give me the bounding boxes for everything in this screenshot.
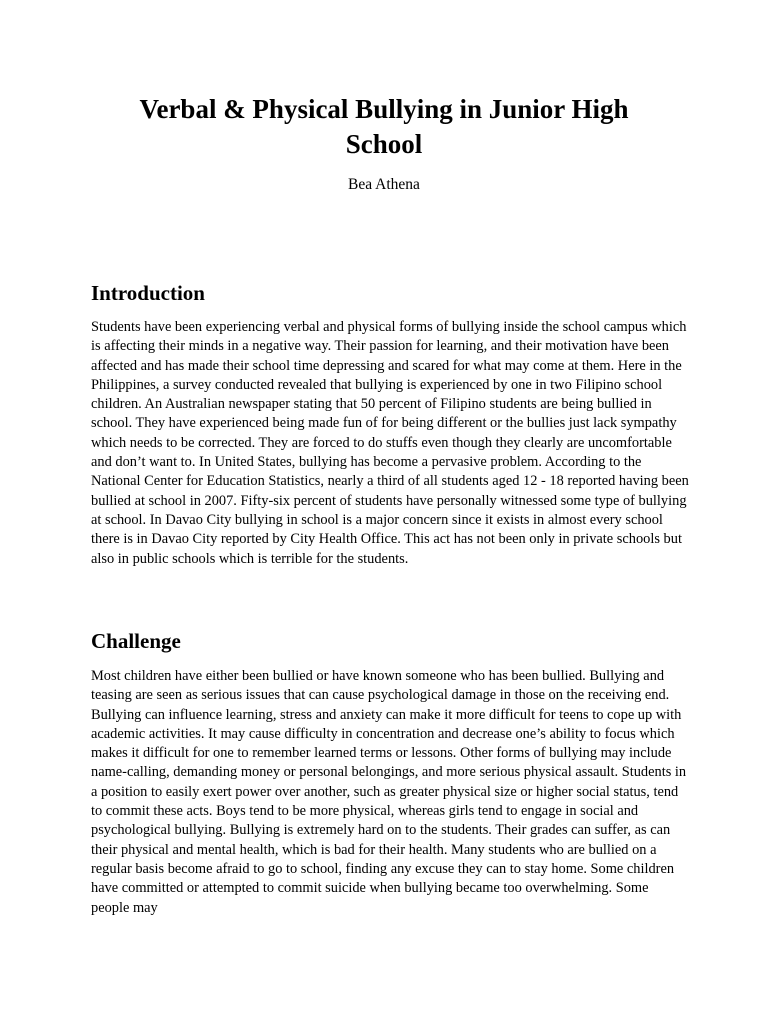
section-heading-challenge: Challenge xyxy=(91,629,181,653)
document-author: Bea Athena xyxy=(348,176,420,193)
section-body-introduction: Students have been experiencing verbal and physical forms of bullying inside the school campus which is affecting their minds in a negative way. Their passion for learning, and their motivation have been affected and has made their school time depressing and scared for what may come at them. Here in the Philippines, a survey conducted revealed that bullying is experienced by one in two Filipino school children. An Australian newspaper stating that 50 percent of Filipino students are being bullied in school. They have experienced being made fun of for being different or the bullies just lack sympathy which needs to be corrected. They are forced to do stuffs even though they clearly are uncomfortable and don’t want to. In United States, bullying has become a pervasive problem. According to the National Center for Education Statistics, nearly a third of all students aged 12 - 18 reported having been bullied at school in 2007. Fifty-six percent of students have personally witnessed some type of bullying at school. In Davao City bullying in school is a major concern since it exists in almost every school there is in Davao City reported by City Health Office. This act has not been only in private schools but also in public schools which is terrible for the students. xyxy=(91,319,689,567)
section-body-challenge: Most children have either been bullied or have known someone who has been bullied. Bullying and teasing are seen as serious issues that can cause psychological damage in those on the receiving end. Bullying can influence learning, stress and anxiety can make it more difficult for teens to cope up with academic activities. It may cause difficulty in concentration and decrease one’s ability to focus which makes it difficult for one to remember learned terms or lessons. Other forms of bullying may include name-calling, demanding money or personal belongings, and more serious physical assault. Students in a position to easily exert power over another, such as greater physical size or higher social status, tend to commit these acts. Boys tend to be more physical, whereas girls tend to engage in social and psychological bullying. Bullying is extremely hard on to the students. Their grades can suffer, as can their physical and mental health, which is bad for their health. Many students who are bullied on a regular basis become afraid to go to school, finding any excuse they can to stay home. Some children have committed or attempted to commit suicide when bullying became too overwhelming. Some people may xyxy=(91,668,687,916)
document-title: Verbal & Physical Bullying in Junior High School xyxy=(139,94,629,159)
section-heading-introduction: Introduction xyxy=(91,281,205,305)
